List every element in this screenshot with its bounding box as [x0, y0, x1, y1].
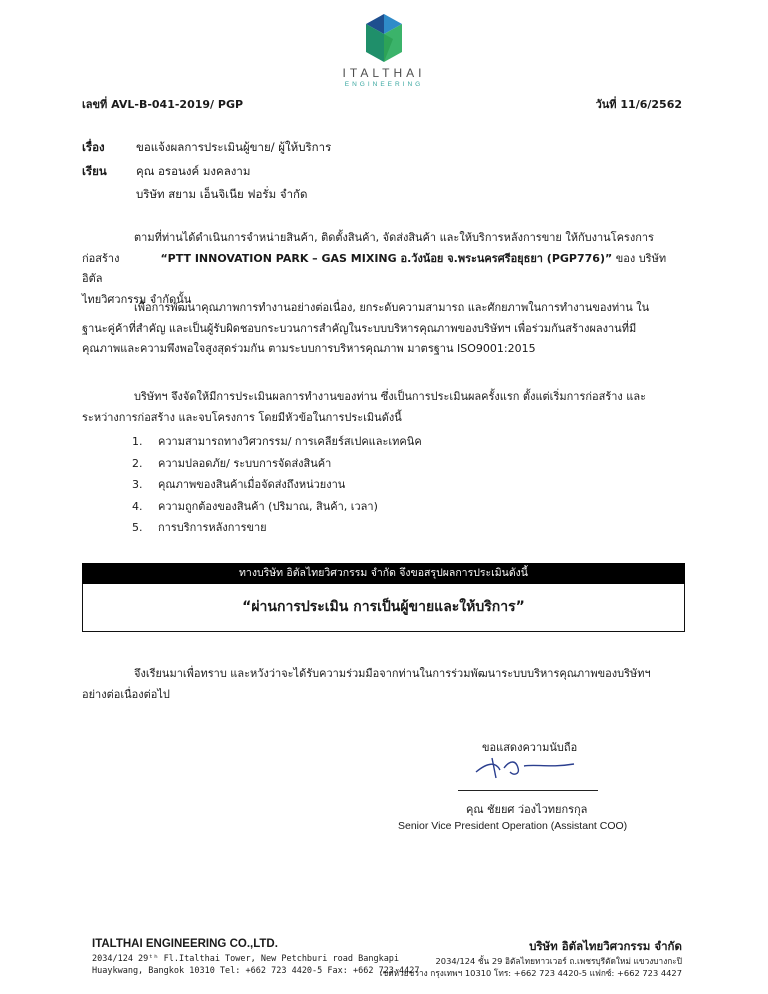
- recipient-label: เรียน: [82, 164, 107, 178]
- signatory-name: คุณ ชัยยศ ว่องไวทยกรกุล: [466, 803, 588, 816]
- list-item: 4. ความถูกต้องของสินค้า (ปริมาณ, สินค้า, เวลา): [132, 499, 378, 513]
- footer-address-th-2: เขตห้วยขวาง กรุงเทพฯ 10310 โทร: +662 723 4420-5 แฟกซ์: +662 723 4427: [379, 968, 682, 978]
- footer-company-th: บริษัท อิตัลไทยวิศวกรรม จำกัด: [529, 939, 682, 953]
- signature-line: [458, 790, 598, 791]
- subject-label: เรื่อง: [82, 140, 105, 154]
- paragraph-purpose-line-3: คุณภาพและความพึงพอใจสูงสุดร่วมกัน ตามระบบการบริหารคุณภาพ มาตรฐาน ISO9001:2015: [82, 342, 536, 356]
- footer-company-en: ITALTHAI ENGINEERING CO.,LTD.: [92, 938, 278, 950]
- paragraph-purpose-line-2: ฐานะคู่ค้าที่สำคัญ และเป็นผู้รับผิดชอบกระบวนการสำคัญในระบบบริหารคุณภาพของบริษัทฯ เพื่อร่วมกันสร้างผลงานที่มี: [82, 321, 637, 335]
- paragraph-intro-line-1: ตามที่ท่านได้ดำเนินการจำหน่ายสินค้า, ติดตั้งสินค้า, จัดส่งสินค้า และให้บริการหลังการขาย ให้กับงานโครงการ: [134, 231, 654, 244]
- result-box-header: ทางบริษัท อิตัลไทยวิศวกรรม จำกัด จึงขอสรุปผลการประเมินดังนี้: [82, 563, 685, 584]
- project-owner: ของ บริษัท อิตัล: [82, 251, 667, 286]
- evaluation-result: “ผ่านการประเมิน การเป็นผู้ขายและให้บริการ”: [242, 599, 525, 615]
- list-item: 3. คุณภาพของสินค้าเมื่อจัดส่งถึงหน่วยงาน: [132, 478, 346, 492]
- signatory-title: Senior Vice President Operation (Assistant COO): [398, 820, 628, 832]
- subject-text: ขอแจ้งผลการประเมินผู้ขาย/ ผู้ให้บริการ: [136, 140, 332, 154]
- paragraph-closing-line-2: อย่างต่อเนื่องต่อไป: [82, 687, 170, 701]
- list-item: 2. ความปลอดภัย/ ระบบการจัดส่งสินค้า: [132, 456, 332, 470]
- logo-wordmark: ITALTHAI: [342, 66, 426, 80]
- list-item: 1. ความสามารถทางวิศวกรรม/ การเคลียร์สเปคและเทคนิค: [132, 435, 422, 448]
- paragraph-purpose-line-1: เพื่อการพัฒนาคุณภาพการทำงานอย่างต่อเนื่อง, ยกระดับความสามารถ และศักยภาพในการทำงานของท่าน ใน: [134, 301, 650, 314]
- footer-address-th-1: 2034/124 ชั้น 29 อิตัลไทยทาวเวอร์ ถ.เพชรบุรีตัดใหม่ แขวงบางกะปิ: [435, 956, 682, 966]
- footer-address-en-1: 2034/124 29ᵗʰ Fl.Italthai Tower, New Petchburi road Bangkapi: [92, 954, 400, 964]
- paragraph-intro-prefix: ก่อสร้าง: [82, 251, 120, 265]
- footer-address-en-2: Huaykwang, Bangkok 10310 Tel: +662 723 4420-5 Fax: +662 723 4427: [92, 966, 420, 976]
- paragraph-intro-line-2: [82, 249, 685, 290]
- closing-salutation: ขอแสดงความนับถือ: [482, 741, 578, 754]
- list-item: 5. การบริการหลังการขาย: [132, 521, 267, 535]
- signature-icon: [470, 752, 580, 782]
- project-name: “PTT INNOVATION PARK – GAS MIXING อ.วังน้อย จ.พระนครศรีอยุธยา (PGP776)”: [160, 251, 613, 265]
- paragraph-evaluation-line-2: ระหว่างการก่อสร้าง และจบโครงการ โดยมีหัวข้อในการประเมินดังนี้: [82, 410, 402, 424]
- paragraph-intro-line-3: ไทยวิศวกรรม จำกัดนั้น: [82, 292, 192, 306]
- reference-number: เลขที่ AVL-B-041-2019/ PGP: [82, 98, 244, 111]
- logo-subtitle: ENGINEERING: [344, 81, 424, 88]
- paragraph-evaluation: [82, 387, 685, 428]
- letter-date: วันที่ 11/6/2562: [595, 98, 682, 111]
- paragraph-closing-line-1: จึงเรียนมาเพื่อทราบ และหวังว่าจะได้รับความร่วมมือจากท่านในการร่วมพัฒนาระบบบริหารคุณภาพของบริษัทฯ: [134, 667, 651, 680]
- criteria-list: [132, 431, 422, 539]
- paragraph-closing: [82, 664, 685, 705]
- recipient-name: คุณ อรอนงค์ มงคลงาม: [136, 164, 251, 178]
- paragraph-evaluation-line-1: บริษัทฯ จึงจัดให้มีการประเมินผลการทำงานของท่าน ซึ่งเป็นการประเมินผลครั้งแรก ตั้งแต่เริ่มการก่อสร้าง และ: [134, 390, 647, 403]
- recipient-company: บริษัท สยาม เอ็นจิเนีย ฟอรั่ม จำกัด: [136, 187, 308, 201]
- italthai-logo-icon: [366, 14, 402, 62]
- paragraph-purpose: [82, 298, 685, 360]
